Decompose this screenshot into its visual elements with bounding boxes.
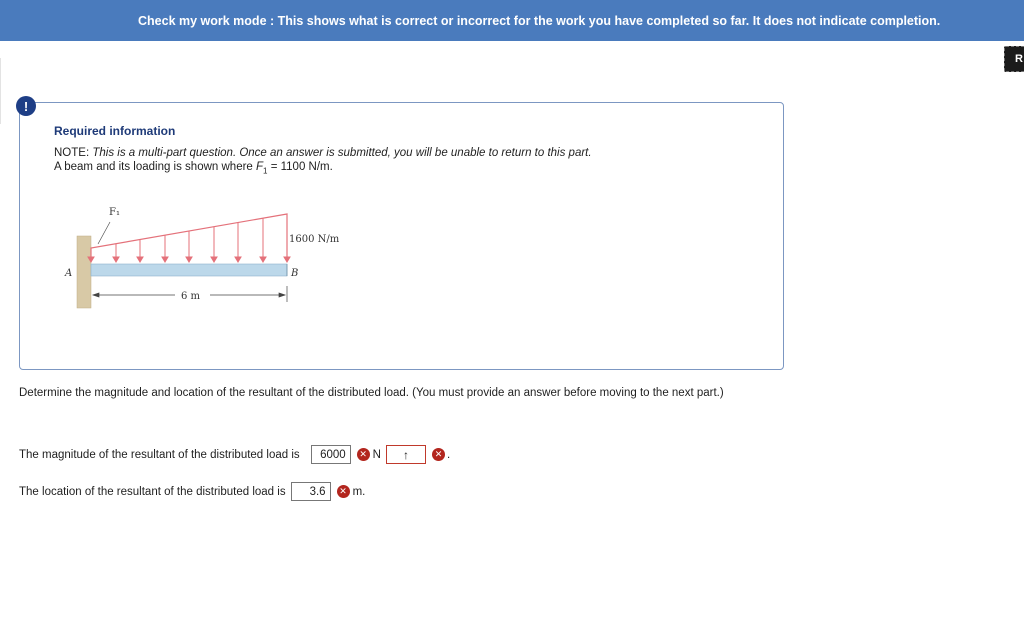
- magnitude-unit: N: [372, 448, 381, 461]
- check-my-work-banner: [0, 0, 1024, 41]
- load-arrows: [88, 214, 290, 262]
- description-prefix: A beam and its loading is shown where: [54, 161, 257, 173]
- label-length: 6 m: [181, 291, 201, 302]
- load-arrow-head: [235, 257, 241, 262]
- location-unit: m.: [352, 485, 366, 498]
- incorrect-icon: ✕: [357, 448, 370, 461]
- f-subscript: 1: [263, 166, 268, 176]
- f-symbol: F: [256, 161, 264, 173]
- corner-button[interactable]: [1004, 46, 1024, 72]
- load-arrow-head: [162, 257, 168, 262]
- required-information-title: Required information: [54, 124, 176, 138]
- note-line: [54, 147, 592, 159]
- label-a: A: [65, 268, 73, 279]
- load-arrow-head: [284, 257, 290, 262]
- wall-support: [77, 236, 91, 308]
- left-divider: [0, 58, 1, 124]
- beam: [91, 264, 287, 276]
- incorrect-icon: ✕: [432, 448, 445, 461]
- location-input[interactable]: 3.6: [291, 482, 331, 501]
- corner-button-label: R: [1015, 53, 1023, 65]
- load-arrow-head: [211, 257, 217, 262]
- incorrect-icon: ✕: [337, 485, 350, 498]
- banner-text: Check my work mode : This shows what is correct or incorrect for the work you have completed so far. It does not indicate completion.: [138, 13, 941, 28]
- exclamation-icon: !: [16, 96, 36, 116]
- location-prompt: The location of the resultant of the distributed load is: [19, 485, 286, 498]
- label-b: B: [291, 268, 299, 279]
- load-arrow-head: [186, 257, 192, 262]
- magnitude-input[interactable]: 6000: [311, 445, 351, 464]
- label-load: 1600 N/m: [289, 234, 340, 245]
- beam-description: [54, 161, 333, 175]
- label-f1: F₁: [109, 207, 120, 218]
- note-text: This is a multi-part question. Once an answer is submitted, you will be unable to return to this part.: [92, 147, 592, 159]
- load-arrow-head: [260, 257, 266, 262]
- f1-leader-line: [98, 222, 110, 244]
- load-arrow-head: [113, 257, 119, 262]
- magnitude-suffix: .: [446, 448, 451, 461]
- note-prefix: NOTE:: [54, 147, 93, 159]
- direction-select[interactable]: ↑: [386, 445, 426, 464]
- load-arrow-head: [137, 257, 143, 262]
- location-answer-row: [19, 482, 365, 501]
- question-text: Determine the magnitude and location of the resultant of the distributed load. (You must provide an answer before moving to the next part.): [19, 387, 724, 399]
- magnitude-answer-row: [19, 445, 450, 464]
- dimension-arrow-right: [279, 293, 285, 297]
- beam-loading-diagram: [60, 198, 360, 313]
- description-suffix: = 1100 N/m.: [267, 161, 333, 173]
- dimension-arrow-left: [93, 293, 99, 297]
- magnitude-prompt: The magnitude of the resultant of the distributed load is: [19, 448, 300, 461]
